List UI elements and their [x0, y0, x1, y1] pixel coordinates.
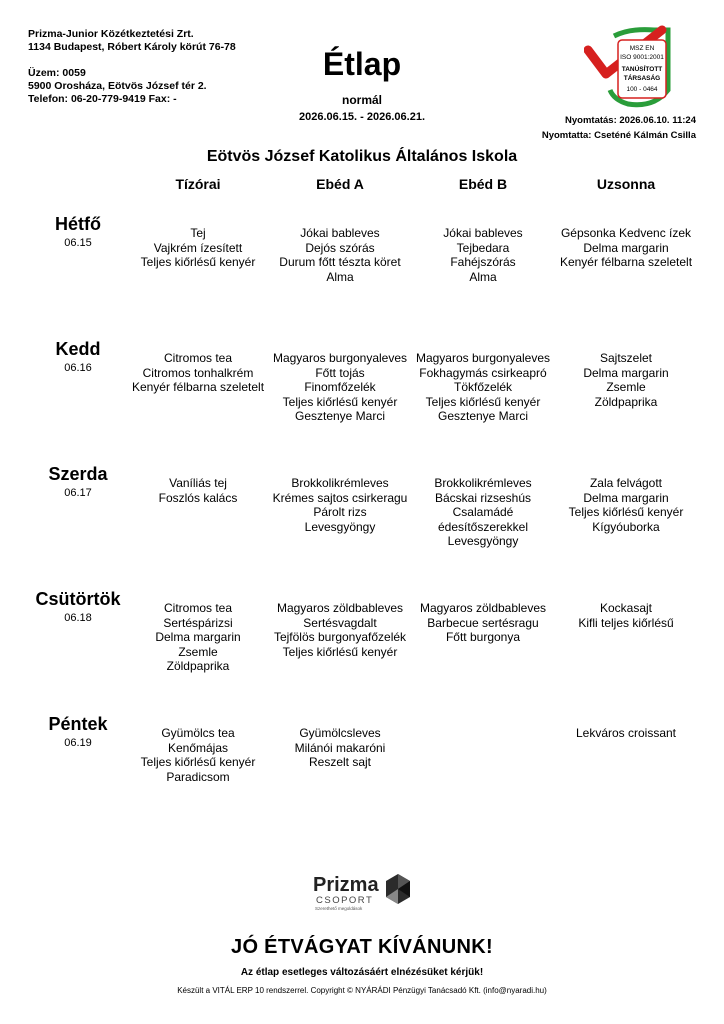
day-date: 06.16 — [64, 362, 92, 374]
meal-cell-uzsonna — [551, 476, 701, 534]
meal-item: Delma margarin — [155, 630, 241, 645]
meal-item: Dejós szórás — [305, 240, 375, 255]
meal-item: Delma margarin — [583, 365, 669, 380]
meal-item: Bácskai rizseshús — [434, 490, 532, 505]
meal-cell-tizorai — [123, 476, 273, 505]
meal-item: Csalamádé — [452, 505, 514, 520]
meal-item: Vaníliás tej — [169, 476, 227, 490]
meal-item: Teljes kiőrlésű kenyér — [282, 394, 398, 409]
meal-item: Teljes kiőrlésű kenyér — [282, 644, 398, 659]
meal-item: Krémes sajtos csirkeragu — [272, 490, 408, 505]
page-title: Étlap — [322, 46, 402, 82]
meal-item: Zöldpaprika — [166, 659, 230, 674]
cert-line-1: MSZ EN — [629, 45, 655, 52]
meal-cell-uzsonna — [551, 601, 701, 630]
meal-cell-tizorai — [123, 226, 273, 270]
day-date: 06.18 — [64, 612, 92, 624]
meal-cell-ebed-b — [408, 226, 558, 284]
school-name: Eötvös József Katolikus Általános Iskola — [206, 148, 518, 165]
day-name: Kedd — [55, 339, 101, 359]
meal-item: Tökfőzelék — [453, 380, 513, 395]
column-header-ebed-a: Ebéd A — [316, 176, 364, 192]
meal-item: Jókai bableves — [300, 226, 380, 240]
meal-item: Magyaros burgonyaleves — [272, 351, 408, 365]
meal-item: Gesztenye Marci — [437, 409, 529, 424]
column-header-uzsonna: Uzsonna — [596, 176, 656, 192]
meal-item: Barbecue sertésragu — [427, 615, 539, 630]
meal-cell-tizorai — [123, 351, 273, 395]
meal-cell-ebed-b — [408, 601, 558, 645]
meal-item: Zsemle — [606, 380, 646, 395]
print-info — [542, 113, 696, 143]
meal-item: Gyümölcs tea — [161, 726, 235, 740]
meal-item: Jókai bableves — [443, 226, 523, 240]
meal-item: Alma — [469, 269, 497, 284]
column-header-tizorai: Tízórai — [175, 176, 221, 192]
meal-cell-uzsonna — [551, 726, 701, 741]
site-id: Üzem: 0059 — [28, 67, 86, 79]
meal-item: Kenyér félbarna szeletelt — [131, 380, 265, 395]
meal-item: Zala felvágott — [589, 476, 663, 490]
day-name: Szerda — [48, 464, 108, 484]
greeting: JÓ ÉTVÁGYAT KÍVÁNUNK! — [231, 936, 493, 958]
meal-item: Paradicsom — [166, 769, 230, 784]
meal-cell-ebed-a — [265, 351, 415, 424]
meal-item: Kenőmájas — [167, 740, 229, 755]
meal-item: Alma — [326, 269, 354, 284]
prizma-hexagon-icon — [386, 874, 410, 904]
meal-item: Magyaros burgonyaleves — [415, 351, 551, 365]
meal-item: Sertésvagdalt — [303, 615, 377, 630]
menu-variant: normál — [341, 93, 382, 107]
logo-name: Prizma — [313, 874, 379, 896]
meal-item: édesítőszerekkel — [437, 519, 529, 534]
meal-item: Durum főtt tészta köret — [279, 255, 401, 270]
prizma-logo — [313, 869, 413, 917]
meal-item: Citromos tea — [163, 601, 233, 615]
meal-cell-tizorai — [123, 601, 273, 674]
date-range: 2026.06.15. - 2026.06.21. — [299, 111, 425, 123]
meal-item: Finomfőzelék — [304, 380, 376, 395]
iso-certificate-logo — [584, 24, 674, 108]
meal-item: Tej — [190, 226, 206, 240]
meal-cell-ebed-a — [265, 601, 415, 659]
meal-item: Lekváros croissant — [575, 726, 677, 740]
day-name: Hétfő — [55, 214, 101, 234]
day-date: 06.19 — [64, 737, 92, 749]
meal-item: Magyaros zöldbableves — [276, 601, 404, 615]
cert-line-3: TANÚSÍTOTT — [621, 66, 663, 73]
cert-line-4: TÁRSASÁG — [623, 75, 661, 82]
meal-item: Magyaros zöldbableves — [419, 601, 547, 615]
logo-sub: CSOPORT — [316, 895, 374, 906]
meal-item: Delma margarin — [583, 490, 669, 505]
company-name: Prizma-Junior Közétkeztetési Zrt. — [28, 28, 194, 40]
day-name: Péntek — [48, 714, 108, 734]
meal-cell-ebed-b — [408, 351, 558, 424]
meal-item: Kígyóuborka — [592, 519, 660, 534]
meal-cell-ebed-a — [265, 726, 415, 770]
meal-item: Brokkolikrémleves — [291, 476, 389, 490]
day-name: Csütörtök — [35, 589, 121, 609]
meal-item: Kenyér félbarna szeletelt — [559, 255, 693, 270]
meal-item: Gyümölcsleves — [299, 726, 381, 740]
notice: Az étlap esetleges változásáért elnézésüket kérjük! — [240, 967, 484, 978]
credit: Készült a VITÁL ERP 10 rendszerrel. Copyright © NYÁRÁDI Pénzügyi Tanácsadó Kft. (info@nyaradi.hu) — [177, 986, 547, 995]
meal-item: Citromos tea — [163, 351, 233, 365]
column-header-ebed-b: Ebéd B — [458, 176, 508, 192]
meal-item: Teljes kiőrlésű kenyér — [568, 505, 684, 520]
meal-item: Párolt rizs — [313, 505, 367, 520]
meal-item: Milánói makaróni — [294, 740, 386, 755]
meal-item: Kifli teljes kiőrlésű — [578, 615, 674, 630]
meal-item: Fahéjszórás — [450, 255, 516, 270]
meal-item: Sajtszelet — [599, 351, 653, 365]
meal-item: Tejbedara — [456, 240, 510, 255]
meal-item: Teljes kiőrlésű kenyér — [140, 255, 256, 270]
meal-item: Delma margarin — [583, 240, 669, 255]
meal-cell-ebed-a — [265, 226, 415, 284]
phone-fax: Telefon: 06-20-779-9419 Fax: - — [28, 93, 177, 105]
meal-item: Levesgyöngy — [447, 534, 519, 549]
printed-by: Nyomtatta: Cseténé Kálmán Csilla — [541, 130, 696, 141]
meal-item: Sertéspárizsi — [163, 615, 233, 630]
meal-item: Zsemle — [178, 644, 218, 659]
meal-item: Citromos tonhalkrém — [142, 365, 254, 380]
meal-cell-tizorai — [123, 726, 273, 784]
meal-item: Gesztenye Marci — [294, 409, 386, 424]
meal-cell-uzsonna — [551, 351, 701, 409]
meal-cell-ebed-a — [265, 476, 415, 534]
meal-cell-uzsonna — [551, 226, 701, 270]
meal-item: Vajkrém ízesített — [153, 240, 243, 255]
meal-cell-ebed-b — [408, 476, 558, 549]
meal-item: Főtt tojás — [315, 365, 365, 380]
meal-item: Foszlós kalács — [158, 490, 238, 505]
logo-tagline: Szerethető megoldások — [315, 906, 363, 911]
meal-item: Zöldpaprika — [594, 394, 658, 409]
print-date: Nyomtatás: 2026.06.10. 11:24 — [565, 115, 696, 126]
meal-item: Gépsonka Kedvenc ízek — [560, 226, 692, 240]
day-date: 06.15 — [64, 237, 92, 249]
day-date: 06.17 — [64, 487, 92, 499]
site-address: 5900 Orosháza, Eötvös József tér 2. — [28, 80, 207, 92]
cert-line-5: 100 - 0464 — [626, 86, 658, 93]
meal-item: Teljes kiőrlésű kenyér — [425, 394, 541, 409]
meal-item: Főtt burgonya — [445, 630, 521, 645]
meal-item: Tejfölös burgonyafőzelék — [273, 630, 407, 645]
cert-line-2: ISO 9001:2001 — [620, 54, 664, 61]
meal-item: Levesgyöngy — [304, 519, 376, 534]
meal-item: Teljes kiőrlésű kenyér — [140, 755, 256, 770]
meal-item: Fokhagymás csirkeapró — [419, 365, 547, 380]
company-address: 1134 Budapest, Róbert Károly körút 76-78 — [28, 41, 236, 53]
meal-item: Brokkolikrémleves — [434, 476, 532, 490]
meal-item: Reszelt sajt — [308, 755, 372, 770]
meal-item: Kockasajt — [599, 601, 653, 615]
